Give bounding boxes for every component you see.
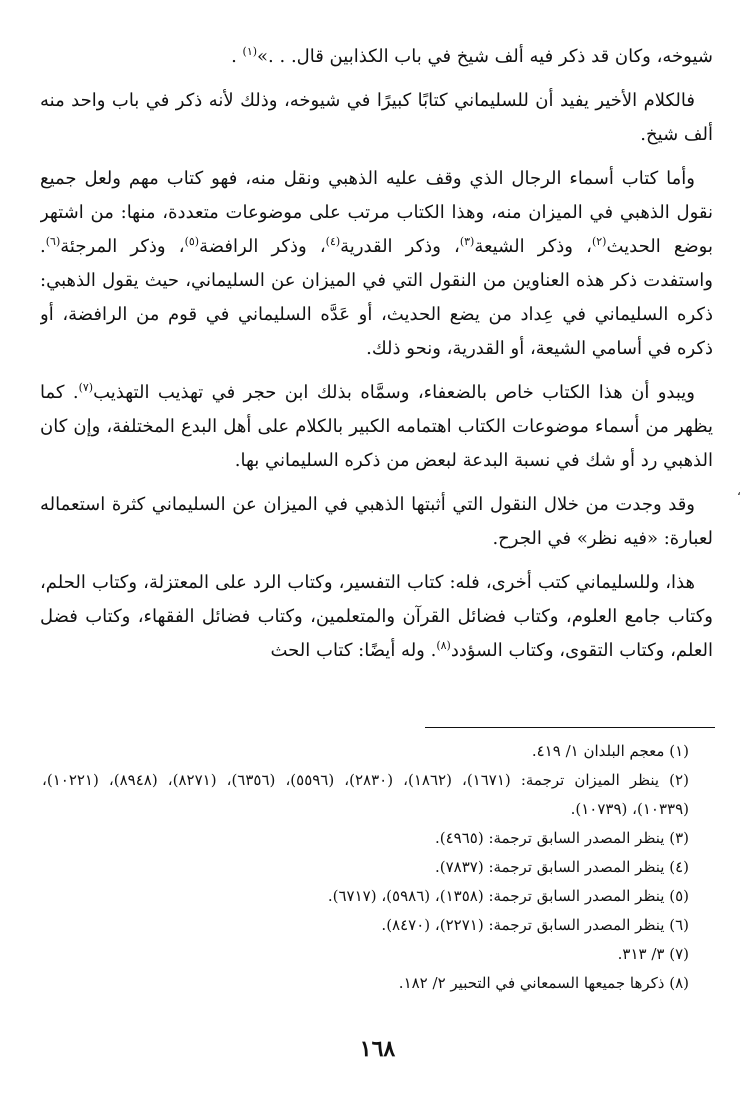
page (40, 40, 713, 690)
text-segment: . واستفدت ذكر هذه العناوين من النقول التي في الميزان عن السليماني، حيث يقول الذهبي: ذكره السليماني في عِداد من يضع الحديث، أو عَدَّه السليماني في قوم من الرافضة، أو ذكره في أسامي الشيعة، أو القدرية، ونحو ذلك. (40, 236, 713, 359)
text-segment: ، وذكر الرافضة (199, 236, 326, 257)
margin-mark: ، (737, 484, 741, 498)
footnote-marker: (٤) (325, 235, 341, 248)
footnote-marker: (٣) (459, 235, 475, 248)
footnote-marker: (٨) (436, 639, 451, 652)
footnote-marker: (٦) (45, 235, 61, 248)
footnote: (٣) ينظر المصدر السابق ترجمة: (٤٩٦٥). (434, 829, 689, 847)
footnote-marker: (٧) (78, 381, 94, 394)
paragraph (40, 40, 713, 74)
footnote: (٧) ٣/ ٣١٣. (617, 945, 689, 963)
footnote: (٨) ذكرها جميعها السمعاني في التحبير ٢/ ١٨٢. (398, 974, 689, 992)
paragraph (40, 162, 713, 366)
text-segment: وأما كتاب أسماء الرجال الذي وقف عليه الذهبي ونقل منه، فهو كتاب مهم ولعل جميع نقول الذهبي في الميزان منه، وهذا الكتاب مرتب على موضوعات متعددة، منها: من اشتهر بوضع الحديث (40, 168, 713, 257)
footnote-separator (425, 727, 715, 728)
paragraph (40, 566, 713, 668)
body-text (40, 40, 713, 690)
text-segment: . كما يظهر من أسماء موضوعات الكتاب اهتمامه الكبير بالكلام على أهل البدع المختلفة، وإن كان الذهبي رد أو شك في نسبة البدعة لبعض من ذكره السليماني بها. (40, 382, 713, 471)
text-segment: فالكلام الأخير يفيد أن للسليماني كتابًا كبيرًا في شيوخه، وذلك لأنه ذكر في باب واحد منه ألف شيخ. (40, 90, 713, 145)
footnote-marker: (٢) (591, 235, 607, 248)
footnote-marker: (٥) (184, 235, 200, 248)
text-segment: . وله أيضًا: كتاب الحث (270, 640, 437, 661)
text-segment: ، وذكر الشيعة (474, 236, 592, 257)
text-segment: وقد وجدت من خلال النقول التي أثبتها الذهبي في الميزان عن السليماني كثرة استعماله لعبارة: «فيه نظر» في الجرح. (40, 494, 713, 549)
footnote: (٤) ينظر المصدر السابق ترجمة: (٧٨٣٧). (434, 858, 689, 876)
paragraph (40, 488, 713, 556)
footnote: (١) معجم البلدان ١/ ٤١٩. (531, 742, 689, 760)
text-segment: ، وذكر المرجئة (60, 236, 185, 257)
text-segment: هذا، وللسليماني كتب أخرى، فله: كتاب التفسير، وكتاب الرد على المعتزلة، وكتاب الحلم، وكتاب جامع العلوم، وكتاب فضائل القرآن والمتعلمين، وكتاب فضائل الفقهاء، وكتاب فضل العلم، وكتاب التقوى، وكتاب السؤدد (40, 572, 713, 661)
footnote: (٦) ينظر المصدر السابق ترجمة: (٢٢٧١)، (٨٤٧٠). (381, 916, 689, 934)
text-segment: ويبدو أن هذا الكتاب خاص بالضعفاء، وسمَّاه بذلك ابن حجر في تهذيب التهذيب (93, 382, 695, 403)
paragraph (40, 84, 713, 152)
text-segment: ، وذكر القدرية (340, 236, 460, 257)
footnote-marker: (١) (242, 45, 258, 58)
text-segment: . (231, 46, 243, 67)
footnote: (٢) ينظر الميزان ترجمة: (١٦٧١)، (١٨٦٢)، (٢٨٣٠)، (٥٥٩٦)، (٦٣٥٦)، (٨٢٧١)، (٨٩٤٨)، (١٠٢٢١)، (١٠٣٣٩)، (١٠٧٣٩). (42, 771, 689, 818)
footnote: (٥) ينظر المصدر السابق ترجمة: (١٣٥٨)، (٥٩٨٦)، (٦٧١٧). (327, 887, 689, 905)
text-segment: شيوخه، وكان قد ذكر فيه ألف شيخ في باب الكذابين قال. . .» (257, 46, 713, 67)
paragraph (40, 376, 713, 478)
page-number: ١٦٨ (359, 1036, 396, 1062)
footnotes (42, 737, 715, 998)
